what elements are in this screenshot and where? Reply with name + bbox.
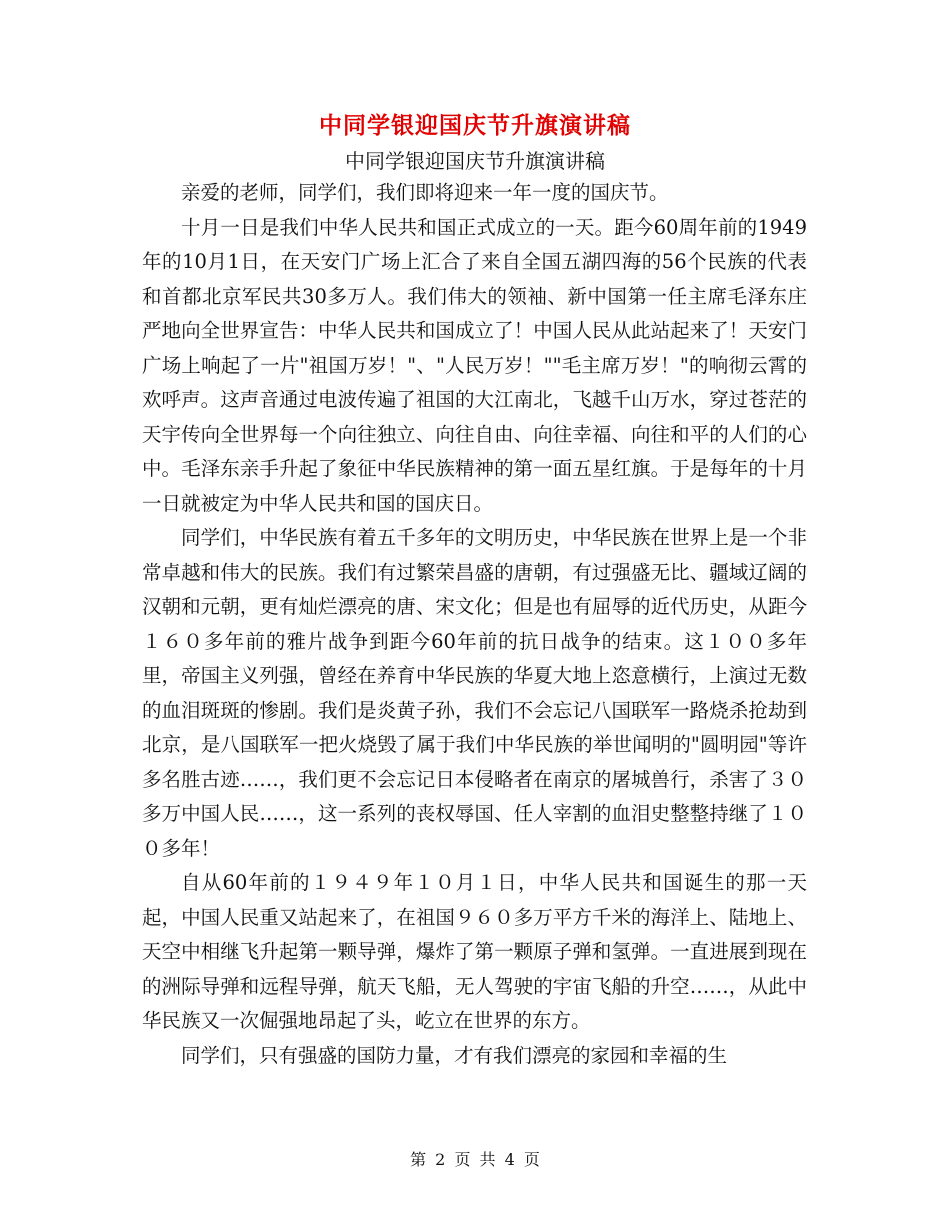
document-subtitle: 中同学银迎国庆节升旗演讲稿 [345, 149, 605, 173]
paragraph: 亲爱的老师，同学们，我们即将迎来一年一度的国庆节。 [181, 181, 669, 204]
page-number-footer: 第 2 页 共 4 页 [410, 1150, 540, 1169]
paragraph: 十月一日是我们中华人民共和国正式成立的一天。距今60周年前的1949年的10月1日，在天安门广场上汇合了来自全国五湖四海的56个民族的代表和首都北京军民共30多万人。我们伟大的领袖、新中国第一任主席毛泽东庄严地向全世界宣告：中华人民共和国成立了！中国人民从此站起来了！天安门广场上响起了一片"祖国万岁！"、"人民万岁！""毛主席万岁！"的响彻云霄的欢呼声。这声音通过电波传遍了祖国的大江南北，飞越千山万水，穿过苍茫的天宇传向全世界每一个向往独立、向往自由、向往幸福、向往和平的人们的心中。毛泽东亲手升起了象征中华民族精神的第一面五星红旗。于是每年的十月一日就被定为中华人民共和国的国庆日。 [142, 215, 807, 515]
document-title: 中同学银迎国庆节升旗演讲稿 [319, 112, 631, 139]
paragraph: 同学们，中华民族有着五千多年的文明历史，中华民族在世界上是一个非常卓越和伟大的民族。我们有过繁荣昌盛的唐朝，有过强盛无比、疆域辽阔的汉朝和元朝，更有灿烂漂亮的唐、宋文化；但是也有屈辱的近代历史，从距今１６０多年前的雅片战争到距今60年前的抗日战争的结束。这１００多年里，帝国主义列强，曾经在养育中华民族的华夏大地上恣意横行，上演过无数的血泪斑斑的惨剧。我们是炎黄子孙，我们不会忘记八国联军一路烧杀抢劫到北京，是八国联军一把火烧毁了属于我们中华民族的举世闻明的"圆明园"等许多名胜古迹……，我们更不会忘记日本侵略者在南京的屠城兽行，杀害了３０多万中国人民……，这一系列的丧权辱国、任人宰割的血泪史整整持继了１００多年！ [142, 526, 807, 860]
paragraph: 自从60年前的１９４９年１０月１日，中华人民共和国诞生的那一天起，中国人民重又站起来了，在祖国９６０多万平方千米的海洋上、陆地上、天空中相继飞升起第一颗导弹，爆炸了第一颗原子弹和氢弹。一直进展到现在的洲际导弹和远程导弹，航天飞船，无人驾驶的宇宙飞船的升空……，从此中华民族又一次倔强地昂起了头，屹立在世界的东方。 [142, 871, 807, 1032]
document-body [142, 176, 807, 1073]
paragraph: 同学们，只有强盛的国防力量，才有我们漂亮的家园和幸福的生 [181, 1043, 728, 1067]
